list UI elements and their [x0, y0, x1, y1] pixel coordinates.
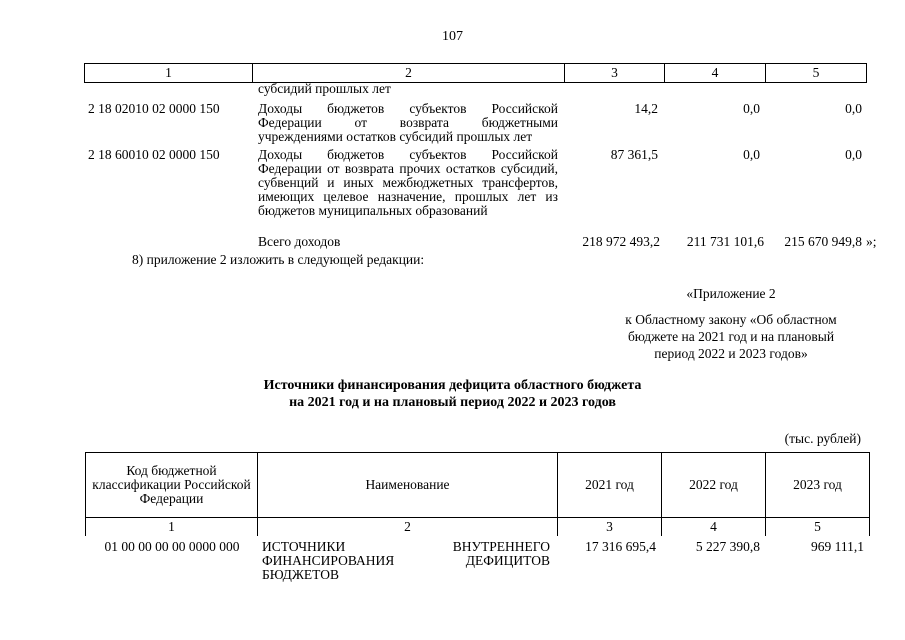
table1-row-name: Доходы бюджетов субъектов Российской Федерации от возврата прочих остатков субсидий, субвенций и иных межбюджетных трансфертов, имеющих целевое назначение, прошлых лет из бюджетов муниципальных образований: [258, 147, 558, 218]
table1-col-5: 5: [766, 64, 867, 83]
table1-continuation: субсидий прошлых лет: [258, 81, 391, 96]
table1-row-2021: 14,2: [634, 101, 658, 116]
table2-num-1: 1: [86, 518, 258, 537]
table2-header-2021: 2021 год: [558, 453, 662, 518]
table1-total-2022: 211 731 101,6: [686, 234, 764, 249]
table2-row-2021: 17 316 695,4: [585, 539, 656, 554]
table1-col-4: 4: [665, 64, 766, 83]
table1-row-2022: 0,0: [743, 101, 760, 116]
appendix-line: бюджете на 2021 год и на плановый: [627, 329, 835, 344]
table1-total-label: Всего доходов: [258, 234, 341, 249]
table1-row-name: Доходы бюджетов субъектов Российской Федерации от возврата бюджетными учреждениями остатков субсидий прошлых лет: [258, 101, 558, 144]
table1-row-2022: 0,0: [743, 147, 760, 162]
table1-row-2021: 87 361,5: [610, 147, 658, 162]
table2-header-name: Наименование: [258, 453, 558, 518]
table1-header: [84, 63, 867, 83]
table1-col-2: 2: [253, 64, 565, 83]
table2-header-2023: 2023 год: [766, 453, 870, 518]
table1-row-2023: 0,0: [845, 101, 862, 116]
appendix-line: период 2022 и 2023 годов»: [654, 346, 808, 361]
table1-row-2023: 0,0: [845, 147, 862, 162]
table1-row-code: 2 18 02010 02 0000 150: [88, 101, 220, 116]
table2-num-5: 5: [766, 518, 870, 537]
table1-total-suffix: »;: [866, 234, 877, 249]
amendment-paragraph: 8) приложение 2 изложить в следующей редакции:: [132, 252, 425, 267]
appendix-title: «Приложение 2: [686, 286, 776, 301]
table1-total-2023: 215 670 949,8: [784, 234, 862, 249]
table2-num-3: 3: [558, 518, 662, 537]
table2-num-2: 2: [258, 518, 558, 537]
document-title: Источники финансирования дефицита областного бюджета: [263, 378, 642, 393]
table1-col-1: 1: [85, 64, 253, 83]
table2-header-code: Код бюджетной классификации Российской Федерации: [86, 453, 258, 518]
table1-row-code: 2 18 60010 02 0000 150: [88, 147, 220, 162]
table2-row-2023: 969 111,1: [811, 539, 864, 554]
page-number: 107: [442, 29, 463, 44]
table1-total-2021: 218 972 493,2: [582, 234, 660, 249]
table2-row-name: ИСТОЧНИКИ ВНУТРЕННЕГО ФИНАНСИРОВАНИЯ ДЕФИЦИТОВ БЮДЖЕТОВ: [262, 539, 550, 582]
table2-row-code: 01 00 00 00 00 0000 000: [104, 539, 240, 554]
appendix-line: к Областному закону «Об областном: [625, 312, 837, 327]
table2-header-2022: 2022 год: [662, 453, 766, 518]
table2-row-2022: 5 227 390,8: [695, 539, 760, 554]
table1-col-3: 3: [565, 64, 665, 83]
units-label: (тыс. рублей): [784, 431, 861, 446]
table2-num-4: 4: [662, 518, 766, 537]
document-title: на 2021 год и на плановый период 2022 и 2023 годов: [289, 395, 616, 410]
table2: [85, 452, 870, 536]
